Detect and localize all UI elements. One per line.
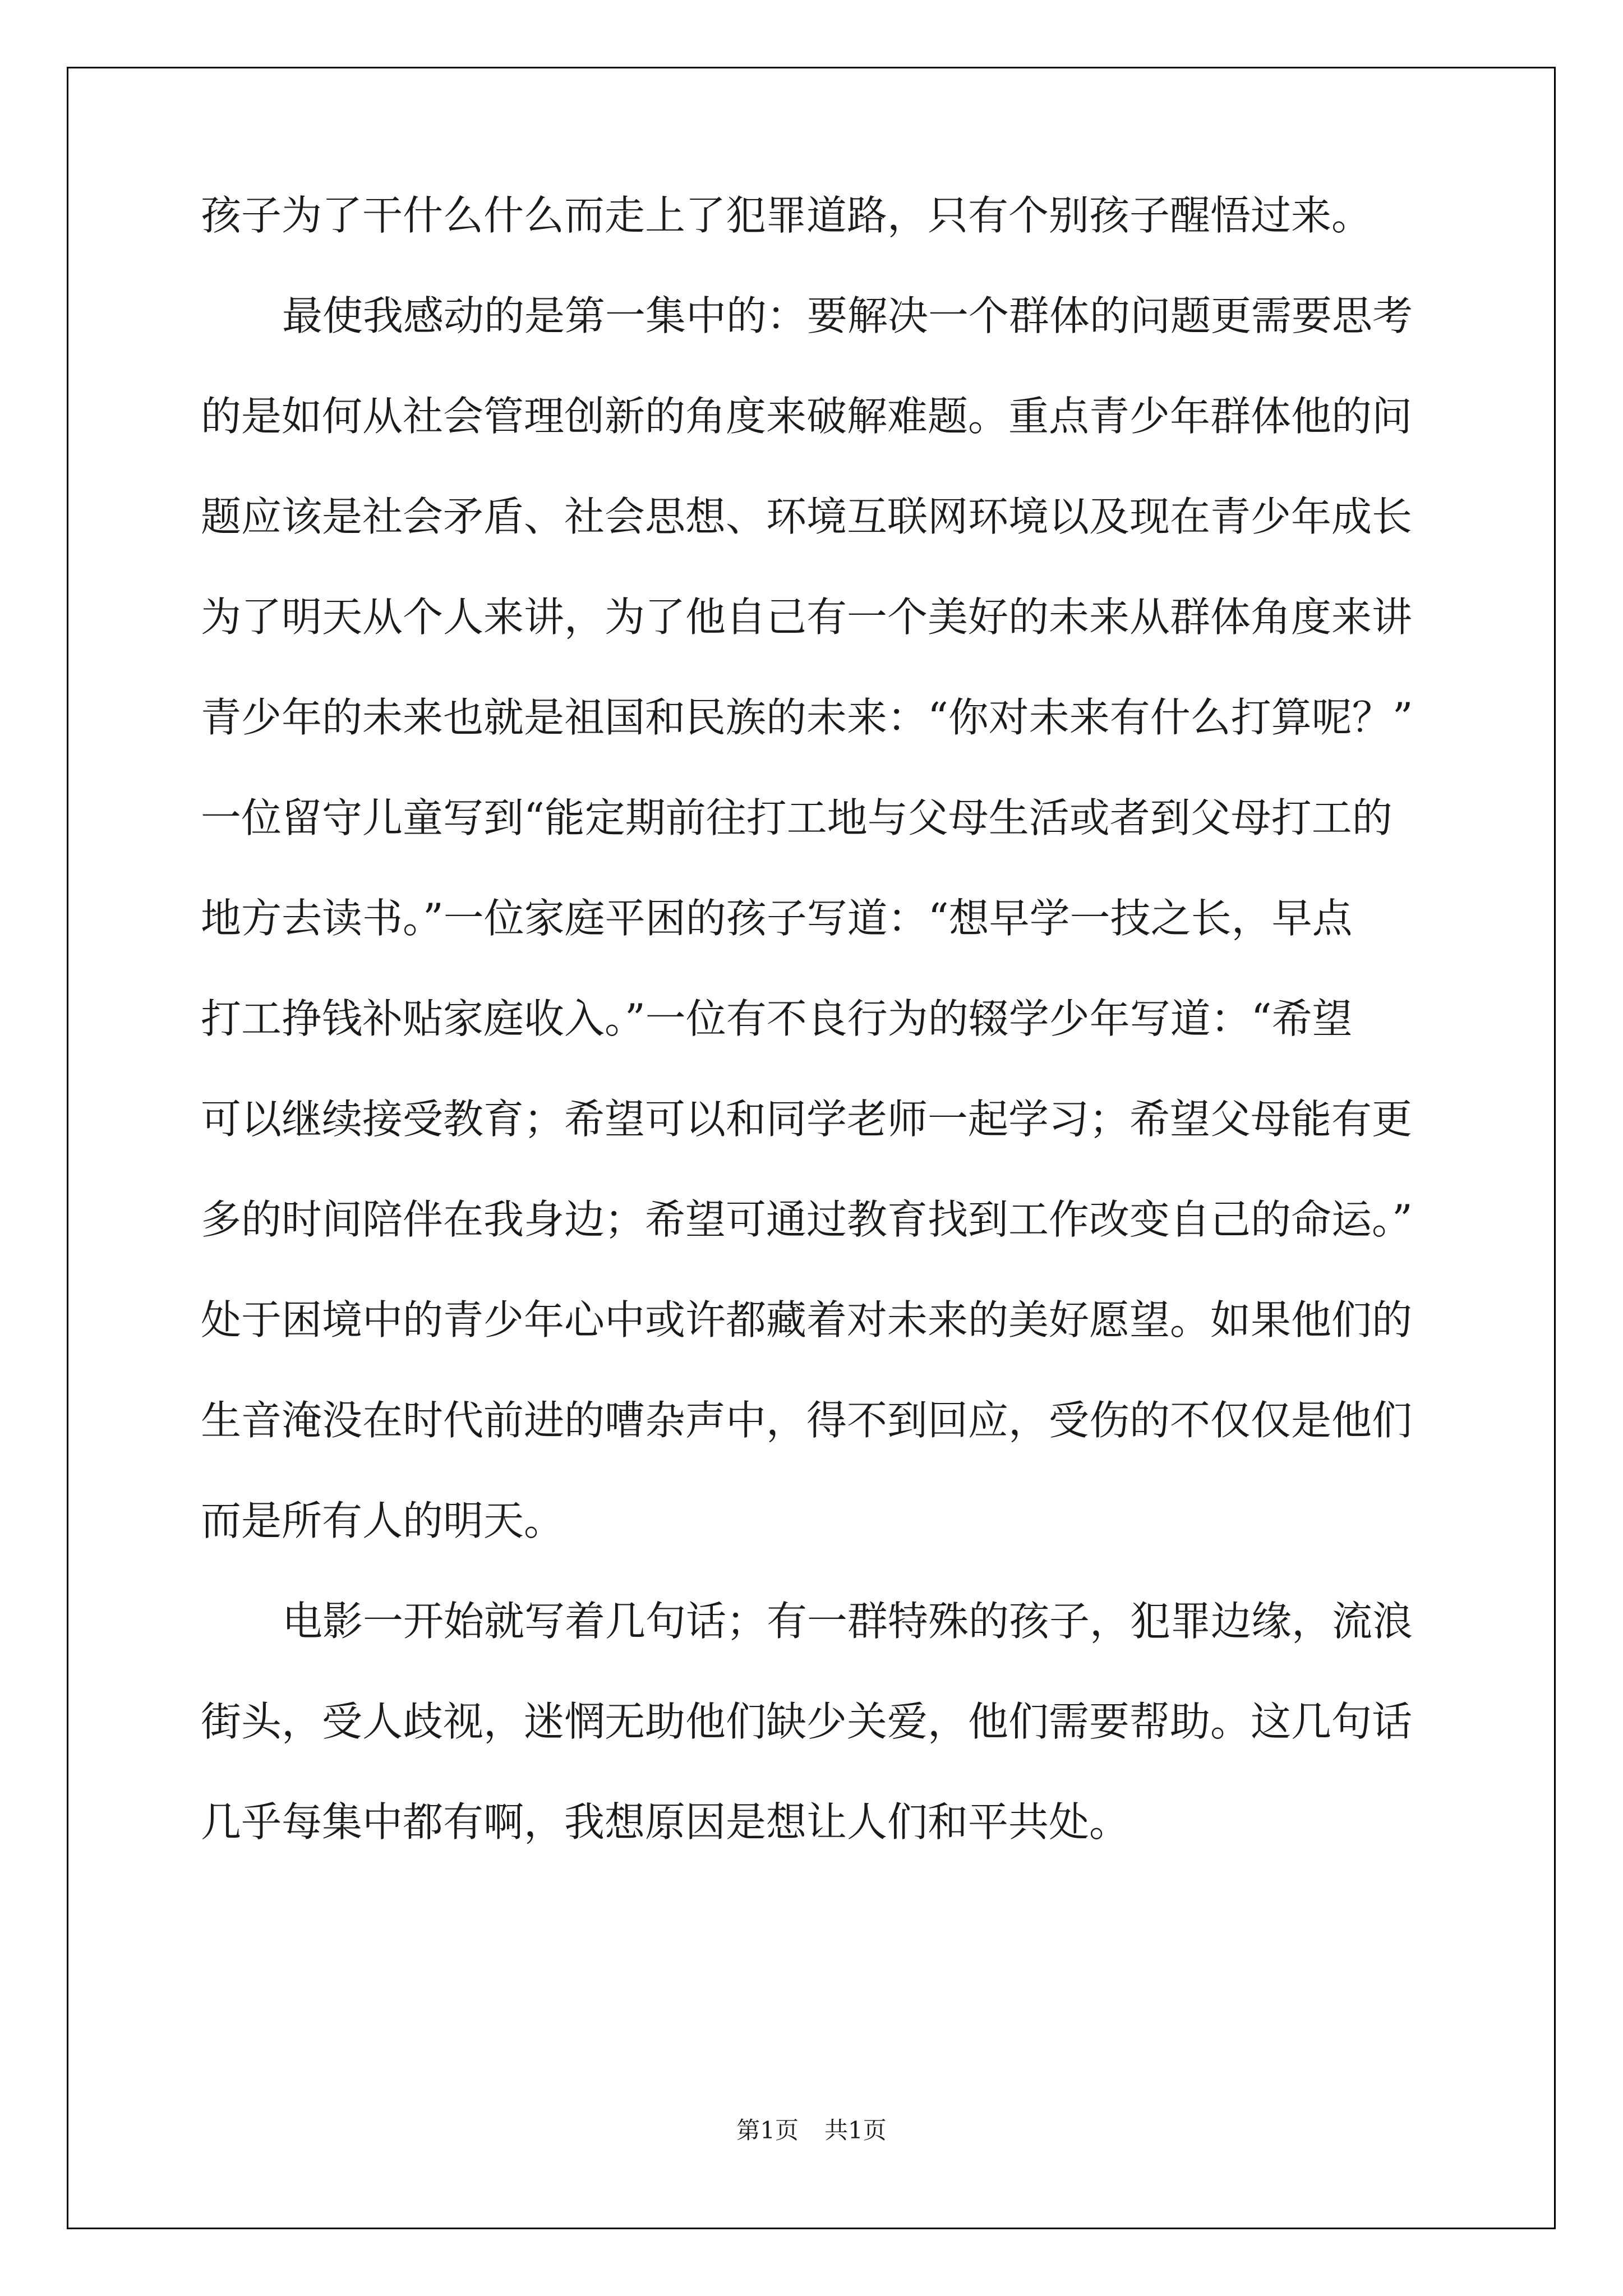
text-line: 为了明天从个人来讲，为了他自己有一个美好的未来从群体角度来讲	[201, 593, 1413, 641]
text-line: 几乎每集中都有啊，我想原因是想让人们和平共处。	[201, 1798, 1130, 1846]
text-line: 青少年的未来也就是祖国和民族的未来：“你对未来有什么打算呢？”	[201, 694, 1413, 741]
text-line: 可以继续接受教育；希望可以和同学老师一起学习；希望父母能有更	[201, 1096, 1413, 1143]
page-footer	[0, 2112, 1623, 2146]
text-line: 题应该是社会矛盾、社会思想、环境互联网环境以及现在青少年成长	[201, 493, 1413, 540]
text-line: 打工挣钱补贴家庭收入。”一位有不良行为的辍学少年写道：“希望	[201, 995, 1353, 1042]
text-line: 的是如何从社会管理创新的角度来破解难题。重点青少年群体他的问	[201, 393, 1413, 440]
text-line: 多的时间陪伴在我身边；希望可通过教育找到工作改变自己的命运。”	[201, 1196, 1413, 1243]
page-number-total: 共1页	[824, 2116, 887, 2144]
text-line: 处于困境中的青少年心中或许都藏着对未来的美好愿望。如果他们的	[201, 1296, 1413, 1343]
text-line: 而是所有人的明天。	[201, 1497, 565, 1544]
text-line: 地方去读书。”一位家庭平困的孩子写道：“想早学一技之长，早点	[201, 895, 1353, 942]
paragraph-start-line: 最使我感动的是第一集中的：要解决一个群体的问题更需要思考	[282, 292, 1413, 339]
paragraph-start-line: 电影一开始就写着几句话；有一群特殊的孩子，犯罪边缘，流浪	[282, 1598, 1413, 1645]
text-line: 街头，受人歧视，迷惘无助他们缺少关爱，他们需要帮助。这几句话	[201, 1698, 1413, 1745]
text-line: 生音淹没在时代前进的嘈杂声中，得不到回应，受伤的不仅仅是他们	[201, 1397, 1413, 1444]
page-number-current: 第1页	[736, 2116, 799, 2144]
document-body	[201, 192, 1435, 1902]
text-line: 一位留守儿童写到“能定期前往打工地与父母生活或者到父母打工的	[201, 794, 1393, 841]
text-line: 孩子为了干什么什么而走上了犯罪道路，只有个别孩子醒悟过来。	[201, 192, 1372, 239]
